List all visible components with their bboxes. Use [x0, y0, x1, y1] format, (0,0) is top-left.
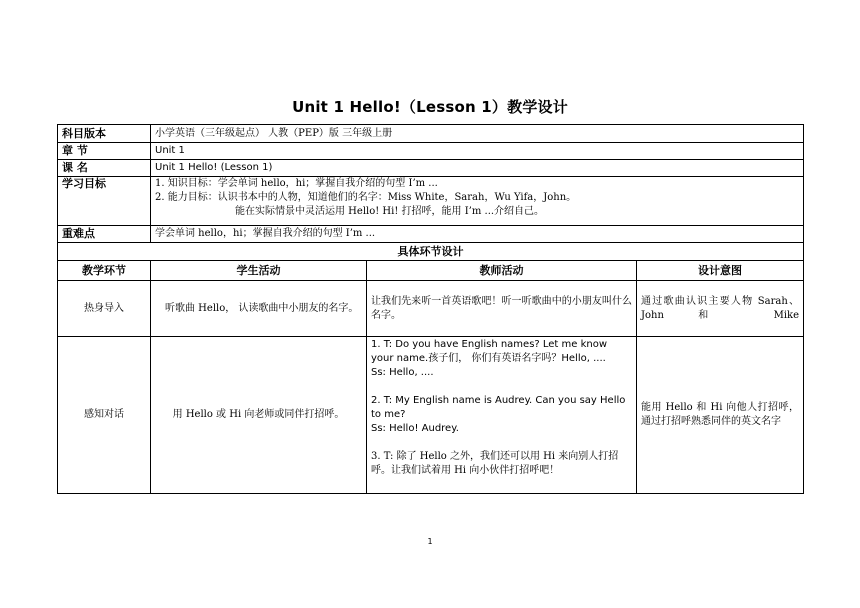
teacher-line-spacer	[371, 436, 632, 450]
teacher-line: 2. T: My English name is Audrey. Can you say Hello to me?	[371, 395, 626, 420]
teacher-cell	[367, 337, 637, 494]
table-row	[58, 337, 804, 494]
stage-cell: 感知对话	[58, 337, 151, 494]
col-header-teacher: 教师活动	[367, 261, 637, 281]
col-header-stage: 教学环节	[58, 261, 151, 281]
document-title: Unit 1 Hello!（Lesson 1）教学设计	[292, 98, 568, 116]
page-number: 1	[427, 537, 433, 546]
key-label: 重难点	[58, 226, 151, 243]
teacher-line-spacer	[371, 380, 632, 394]
column-header-row	[58, 261, 804, 281]
teacher-line: Ss: Hello! Audrey.	[371, 423, 459, 434]
intent-cell: 通过歌曲认识主要人物 Sarah、John 和 Mike	[637, 281, 804, 337]
goals-row	[58, 177, 804, 226]
key-value: 学会单词 hello，hi；掌握自我介绍的句型 I’m ...	[151, 226, 804, 243]
teacher-line: 3. T: 除了 Hello 之外，我们还可以用 Hi 来向别人打招呼。让我们试着用 Hi 向小伙伴打招呼吧！	[371, 451, 619, 476]
lesson-row	[58, 160, 804, 177]
student-cell: 用 Hello 或 Hi 向老师或同伴打招呼。	[151, 337, 367, 494]
chapter-label: 章 节	[58, 143, 151, 160]
chapter-row	[58, 143, 804, 160]
goal-ability-cont: 能在实际情景中灵活运用 Hello! Hi! 打招呼，能用 I’m ...介绍自己。	[235, 206, 545, 217]
detail-heading: 具体环节设计	[58, 243, 804, 261]
goals-value	[151, 177, 804, 226]
subject-label: 科目版本	[58, 125, 151, 143]
col-header-intent: 设计意图	[637, 261, 804, 281]
goal-knowledge: 1. 知识目标：学会单词 hello，hi；掌握自我介绍的句型 I’m ...	[155, 178, 438, 189]
teacher-cell: 让我们先来听一首英语歌吧！听一听歌曲中的小朋友叫什么名字。	[367, 281, 637, 337]
detail-heading-row	[58, 243, 804, 261]
chapter-value: Unit 1	[151, 143, 804, 160]
teacher-line: 1. T: Do you have English names? Let me know your name.孩子们， 你们有英语名字吗？Hello, ....	[371, 339, 608, 364]
lesson-value: Unit 1 Hello! (Lesson 1)	[151, 160, 804, 177]
key-row	[58, 226, 804, 243]
goals-label: 学习目标	[58, 177, 151, 226]
stage-cell: 热身导入	[58, 281, 151, 337]
lesson-label: 课 名	[58, 160, 151, 177]
subject-value: 小学英语（三年级起点） 人教（PEP）版 三年级上册	[151, 125, 804, 143]
goal-ability: 2. 能力目标：认识书本中的人物，知道他们的名字：Miss White，Sarah，Wu Yifa，John。	[155, 192, 577, 203]
lesson-plan-table	[57, 124, 804, 494]
intent-cell: 能用 Hello 和 Hi 向他人打招呼，通过打招呼熟悉同伴的英文名字	[637, 337, 804, 494]
subject-row	[58, 125, 804, 143]
student-cell: 听歌曲 Hello， 认读歌曲中小朋友的名字。	[151, 281, 367, 337]
table-row	[58, 281, 804, 337]
teacher-line: Ss: Hello, ....	[371, 367, 434, 378]
col-header-student: 学生活动	[151, 261, 367, 281]
